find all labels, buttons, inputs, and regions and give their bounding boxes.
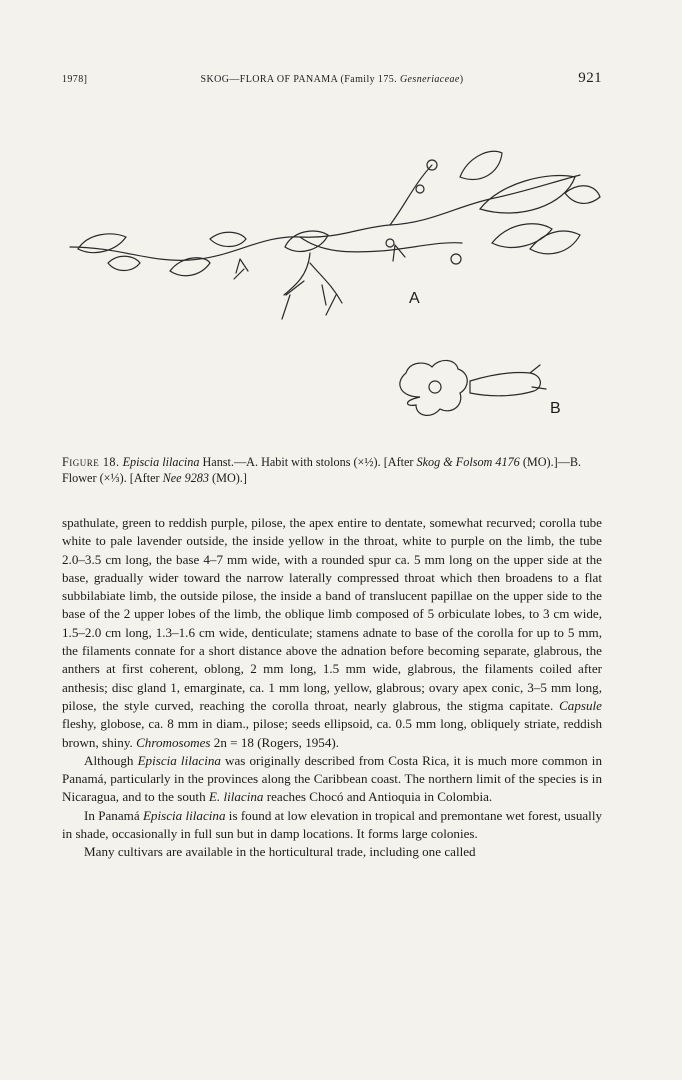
body-text [62, 514, 602, 862]
upright-stem [390, 165, 432, 225]
roots-1 [234, 259, 248, 279]
p1-chromosomes: Chromosomes [136, 734, 211, 750]
paragraph-3 [62, 807, 602, 844]
p2-species: Episcia lilacina [137, 752, 221, 768]
flower-bud-3 [451, 254, 461, 264]
caption-collectors: Skog & Folsom 4176 [416, 455, 520, 469]
p1-text-c: 2n = 18 (Rogers, 1954). [210, 734, 340, 750]
header-year: 1978] [62, 74, 88, 85]
roots-2 [282, 253, 342, 319]
stolon-stem [70, 175, 580, 260]
stolon-branch [300, 237, 462, 252]
leaf-9 [530, 231, 580, 254]
leaf-7 [480, 175, 575, 213]
figure-caption [62, 454, 602, 486]
figure-label-b: B [550, 400, 561, 417]
running-close: ) [459, 74, 464, 85]
flower-bud-4 [386, 239, 394, 247]
p3-text-a: In Panamá [84, 807, 143, 823]
figure-label-a: A [409, 290, 420, 307]
p1-text-a: spathulate, green to reddish purple, pilose, the apex entire to dentate, somewhat recurved; corolla tube white to pale lavender outside, the inside yellow in the throat, white to purple on the limb, the tube 2.0–3.5 cm long, the base 4–7 mm wide, with a rounded spur ca. 5 mm long on the upper side at the base, gradually wider toward the narrow laterally compressed throat which then broadens to a flat subbilabiate limb, the outside pilose, the inside a band of translucent papillae on the upper side to the base of the 2 upper lobes of the limb, the oblique limb composed of 5 orbiculate lobes, to 3 cm wide, 1.5–2.0 cm long, 1.3–1.6 cm wide, denticulate; stamens adnate to base of the corolla for up to 5 mm, the filaments connate for a short distance above the adnation before becoming separate, glabrous, the anthers at first coherent, oblong, 2 mm long, 1.5 mm wide, glabrous, the filaments coiled after anthesis; disc gland 1, emarginate, ca. 1 mm long, yellow, glabrous; ovary apex conic, 3–5 mm long, pilose, the style curved, reaching the corolla throat, nearly glabrous, the stigma capitate. [62, 515, 602, 713]
caption-part3: (MO).] [209, 471, 247, 485]
flower-bud-2 [416, 185, 424, 193]
p3-species: Episcia lilacina [142, 807, 226, 823]
flower-tube [470, 372, 540, 395]
figure-illustration [60, 135, 620, 445]
leaf-4 [210, 232, 246, 246]
p2-text-c: reaches Chocó and Antioquia in Colombia. [263, 789, 493, 805]
caption-collector2: Nee 9283 [162, 471, 209, 485]
paragraph-2 [62, 752, 602, 807]
leaf-6 [460, 151, 502, 179]
leaf-8 [492, 224, 552, 248]
flower-throat [429, 381, 441, 393]
p2-species-2: E. lilacina [208, 789, 264, 805]
running-family: Gesneriaceae [399, 74, 460, 85]
leaf-2 [108, 256, 140, 270]
caption-species: Episcia lilacina [122, 455, 200, 469]
header-running-title [62, 74, 602, 85]
caption-figure-label: Figure 18. [62, 455, 120, 469]
p2-text-a: Although [84, 752, 138, 768]
p2-text-b: was originally described from Costa Rica, it is much more common in Panamá, particularly in the provinces along the Caribbean coast. The northern limit of the species is in Nicaragua, and to the south [62, 752, 602, 805]
p3-text-b: is found at low elevation in tropical and premontane wet forest, usually in shade, occasionally in full sun but in damp locations. It forms large colonies. [62, 807, 603, 842]
plant-drawing [60, 135, 620, 445]
flower-limb [400, 360, 467, 415]
paragraph-4: Many cultivars are available in the horticultural trade, including one called [84, 844, 476, 860]
running-header [62, 70, 602, 90]
p1-capsule: Capsule [559, 697, 602, 713]
roots-3 [393, 245, 405, 261]
paragraph-1 [62, 514, 602, 752]
caption-part1: Hanst.—A. Habit with stolons (×½). [After [199, 455, 417, 469]
page-number: 921 [578, 70, 602, 86]
running-title-text: SKOG—FLORA OF PANAMA (Family 175. [200, 74, 398, 85]
p1-text-b: fleshy, globose, ca. 8 mm in diam., pilose; seeds ellipsoid, ca. 0.5 mm long, obliquely striate, reddish brown, shiny. [62, 716, 602, 750]
leaf-10 [565, 186, 600, 204]
caption-part2: (MO).]—B. Flower (×⅓). [After [62, 455, 582, 485]
